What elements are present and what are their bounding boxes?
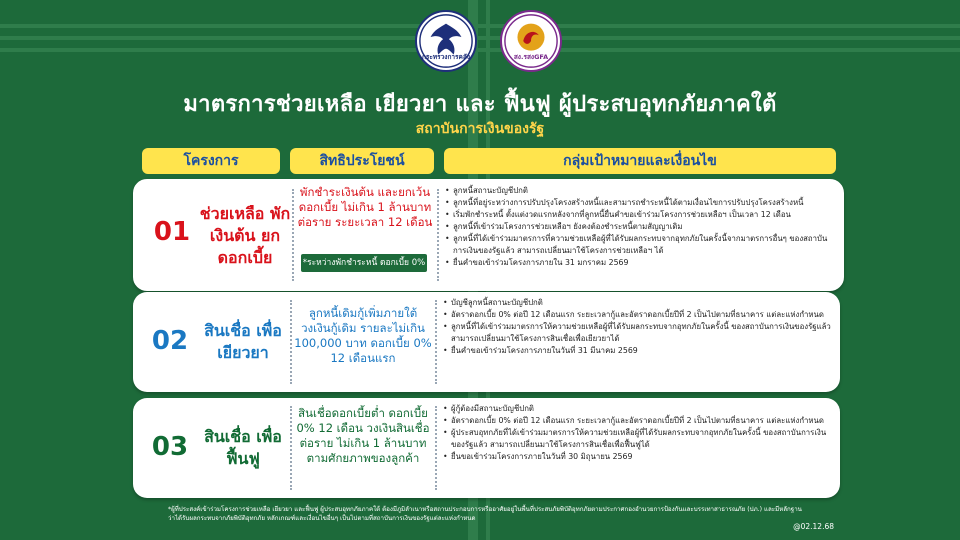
condition-item: • ยื่นขอเข้าร่วมโครงการภายในวันที่ 30 มิถุนายน 2569 xyxy=(443,451,835,463)
column-divider xyxy=(292,189,294,281)
bg-stripe xyxy=(0,48,960,52)
program-card-1 xyxy=(133,179,844,291)
ministry-logo-label: กระทรวงการคลัง xyxy=(421,53,471,61)
program-name: สินเชื่อ เพื่อเยียวยา xyxy=(204,321,282,362)
condition-item: • ผู้กู้ต้องมีสถานะบัญชีปกติ xyxy=(443,403,835,415)
condition-item: • บัญชีลูกหนี้สถานะบัญชีปกติ xyxy=(443,297,835,309)
program-benefit: ลูกหนี้เดิมกู้เพิ่มภายใต้ วงเงินกู้เดิม รายละไม่เกิน 100,000 บาท ดอกเบี้ย 0% 12 เดือนแรก xyxy=(294,306,432,365)
column-divider xyxy=(435,406,437,490)
conditions-list xyxy=(443,297,835,357)
condition-item: • อัตราดอกเบี้ย 0% ต่อปี 12 เดือนแรก ระยะเวลากู้และอัตราดอกเบี้ยปีที่ 2 เป็นไปตามที่ธนาคาร แต่ละแห่งกำหนด xyxy=(443,415,835,427)
conditions-list xyxy=(443,403,835,463)
bg-stripe xyxy=(0,36,960,40)
footnote: *ผู้ที่ประสงค์เข้าร่วมโครงการช่วยเหลือ เยียวยา และฟื้นฟู ผู้ประสบอุทกภัยภาคใต้ ต้องมีภูมิลำเนาหรือสถานประกอบการหรืออาศัยอยู่ในพื้นที่ประสบภัยพิบัติอุทกภัยตามประกาศกองอำนวยการป้องกันและบรรเทาสาธารณภัย (ปภ.) และมีหลักฐานว่าได้รับผลกระทบจากภัยพิบัติอุทกภัย หลักเกณฑ์และเงื่อนไขอื่นๆ เป็นไปตามที่สถาบันการเงินของรัฐแต่ละแห่งกำหนด xyxy=(168,506,802,522)
conditions-list xyxy=(445,185,837,269)
header-benefit: สิทธิประโยชน์ xyxy=(290,148,434,174)
column-divider xyxy=(435,300,437,384)
program-card-3 xyxy=(133,398,840,498)
program-number: 03 xyxy=(151,432,189,462)
page-subtitle: สถาบันการเงินของรัฐ xyxy=(415,121,545,137)
header-target: กลุ่มเป้าหมายและเงื่อนไข xyxy=(444,148,836,174)
condition-item: • ผู้ประสบอุทกภัยที่ได้เข้าร่วมมาตรการให้ความช่วยเหลือผู้ที่ได้รับผลกระทบจากอุทกภัยในครั้งนี้ ของสถาบันการเงินของรัฐแล้ว สามารถเปลี่ยนมาใช้โครงการสินเชื่อเพื่อฟื้นฟูได้ xyxy=(443,427,835,451)
program-name: สินเชื่อ เพื่อฟื้นฟู xyxy=(204,427,282,468)
sfi-logo-label: สง.รสงGFA xyxy=(513,53,549,61)
bg-stripe xyxy=(0,24,960,28)
header-project: โครงการ xyxy=(142,148,280,174)
interest-note: *ระหว่างพักชำระหนี้ ดอกเบี้ย 0% xyxy=(301,254,427,272)
condition-item: • ยื่นคำขอเข้าร่วมโครงการภายใน 31 มกราคม 2569 xyxy=(445,257,837,269)
sfi-logo xyxy=(500,10,562,72)
condition-item: • ลูกหนี้ที่ได้เข้าร่วมมาตรการที่ความช่วยเหลือผู้ที่ได้รับผลกระทบจากอุทกภัยในครั้งนี้จากมาตรการอื่นๆ ของสถาบันการเงินของรัฐแล้ว สามารถเปลี่ยนมาใช้โครงการช่วยเหลือฯ ได้ xyxy=(445,233,837,257)
program-card-2 xyxy=(133,292,840,392)
program-name: ช่วยเหลือ พักเงินต้น ยกดอกเบี้ย xyxy=(199,204,291,267)
program-benefit: สินเชื่อดอกเบี้ยต่ำ ดอกเบี้ย 0% 12 เดือน วงเงินสินเชื่อต่อราย ไม่เกิน 1 ล้านบาท ตามศักยภาพของลูกค้า xyxy=(296,406,430,465)
program-number: 02 xyxy=(151,326,189,356)
column-divider xyxy=(290,300,292,384)
document-code: @02.12.68 xyxy=(793,522,834,531)
column-divider xyxy=(290,406,292,490)
condition-item: • ลูกหนี้ที่ได้เข้าร่วมมาตรการให้ความช่วยเหลือผู้ที่ได้รับผลกระทบจากอุทกภัยในครั้งนี้ ของสถาบันการเงินของรัฐแล้ว สามารถเปลี่ยนมาใช้โครงการสินเชื่อเพื่อเยียวยาได้ xyxy=(443,321,835,345)
condition-item: • อัตราดอกเบี้ย 0% ต่อปี 12 เดือนแรก ระยะเวลากู้และอัตราดอกเบี้ยปีที่ 2 เป็นไปตามที่ธนาคาร แต่ละแห่งกำหนด xyxy=(443,309,835,321)
condition-item: • ลูกหนี้ที่เข้าร่วมโครงการช่วยเหลือฯ ยังคงต้องชำระหนี้ตามสัญญาเดิม xyxy=(445,221,837,233)
ministry-of-finance-logo xyxy=(415,10,477,72)
condition-item: • เริ่มพักชำระหนี้ ตั้งแต่งวดแรกหลังจากที่ลูกหนี้ยื่นคำขอเข้าร่วมโครงการช่วยเหลือฯ เป็นเวลา 12 เดือน xyxy=(445,209,837,221)
program-number: 01 xyxy=(153,217,191,247)
condition-item: • ยื่นคำขอเข้าร่วมโครงการภายในวันที่ 31 มีนาคม 2569 xyxy=(443,345,835,357)
program-benefit: พักชำระเงินต้น และยกเว้นดอกเบี้ย ไม่เกิน 1 ล้านบาทต่อราย ระยะเวลา 12 เดือน xyxy=(297,185,433,229)
condition-item: • ลูกหนี้ที่อยู่ระหว่างการปรับปรุงโครงสร้างหนี้และสามารถชำระหนี้ได้ตามเงื่อนไขการปรับปรุงโครงสร้างหนี้ xyxy=(445,197,837,209)
page-title: มาตรการช่วยเหลือ เยียวยา และ ฟื้นฟู ผู้ประสบอุทกภัยภาคใต้ xyxy=(183,92,777,117)
condition-item: • ลูกหนี้สถานะบัญชีปกติ xyxy=(445,185,837,197)
column-divider xyxy=(437,189,439,281)
